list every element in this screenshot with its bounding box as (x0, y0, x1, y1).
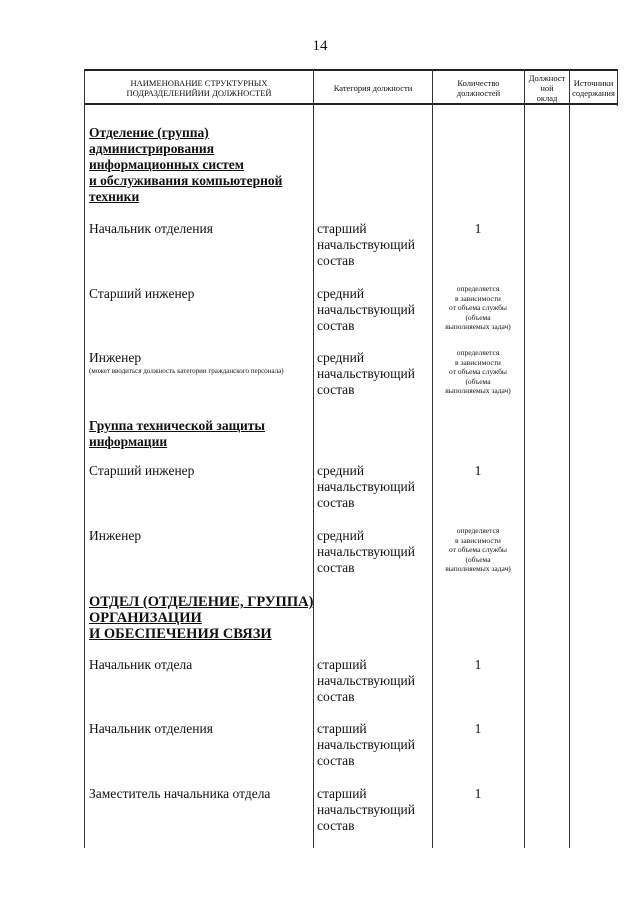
position-quantity: 1 (474, 463, 482, 478)
position-name: Начальник отделения (89, 721, 213, 736)
position-category: средний начальствующий состав (317, 463, 415, 510)
column-divider-salary (524, 70, 525, 848)
table-header-border-right (617, 70, 618, 106)
position-title: Инженер (89, 350, 142, 365)
table-border-left (84, 70, 85, 848)
header-funding-sources: Источники содержания (572, 77, 615, 98)
section-heading-communications: ОТДЕЛ (ОТДЕЛЕНИЕ, ГРУППА) ОРГАНИЗАЦИИ И ОБЕСПЕЧЕНИЯ СВЯЗИ (89, 594, 314, 642)
column-divider-sources (569, 70, 570, 848)
position-name: Начальник отдела (89, 657, 193, 672)
section-heading-tech-protection: Группа технической защиты информации (89, 418, 265, 449)
position-name: Заместитель начальника отдела (89, 786, 271, 801)
position-name (89, 350, 307, 376)
position-quantity: определяется в зависимости от объема службы (объема выполняемых задач) (445, 348, 511, 396)
position-category: старший начальствующий состав (317, 657, 415, 704)
header-quantity: Количество должностей (456, 77, 501, 98)
position-category: средний начальствующий состав (317, 528, 415, 575)
header-unit-name: НАИМЕНОВАНИЕ СТРУКТУРНЫХ ПОДРАЗДЕЛЕНИЙИИ ДОЛЖНОСТЕЙ (126, 77, 272, 98)
position-quantity: 1 (474, 657, 482, 672)
header-salary: Должност ной оклад (528, 72, 566, 103)
position-category: старший начальствующий состав (317, 721, 415, 768)
page-number: 14 (312, 38, 328, 54)
table-top-rule (84, 69, 618, 71)
position-quantity: 1 (474, 221, 482, 236)
position-name: Инженер (89, 528, 142, 543)
section-heading-it-admin: Отделение (группа) администрирования информационных систем и обслуживания компьютерной техники (89, 125, 283, 204)
position-category: старший начальствующий состав (317, 221, 415, 268)
position-name: Старший инженер (89, 463, 195, 478)
position-quantity: определяется в зависимости от объема службы (объема выполняемых задач) (445, 284, 511, 332)
position-name: Начальник отделения (89, 221, 213, 236)
position-quantity: определяется в зависимости от объема службы (объема выполняемых задач) (445, 526, 511, 574)
table-header-rule (84, 103, 618, 105)
position-category: средний начальствующий состав (317, 286, 415, 333)
position-quantity: 1 (474, 721, 482, 736)
position-category: средний начальствующий состав (317, 350, 415, 397)
position-name: Старший инженер (89, 286, 195, 301)
header-position-category: Категория должности (333, 82, 413, 93)
position-quantity: 1 (474, 786, 482, 801)
position-note: (может вводиться должность категории гражданского персонала) (89, 367, 284, 375)
position-category: старший начальствующий состав (317, 786, 415, 833)
